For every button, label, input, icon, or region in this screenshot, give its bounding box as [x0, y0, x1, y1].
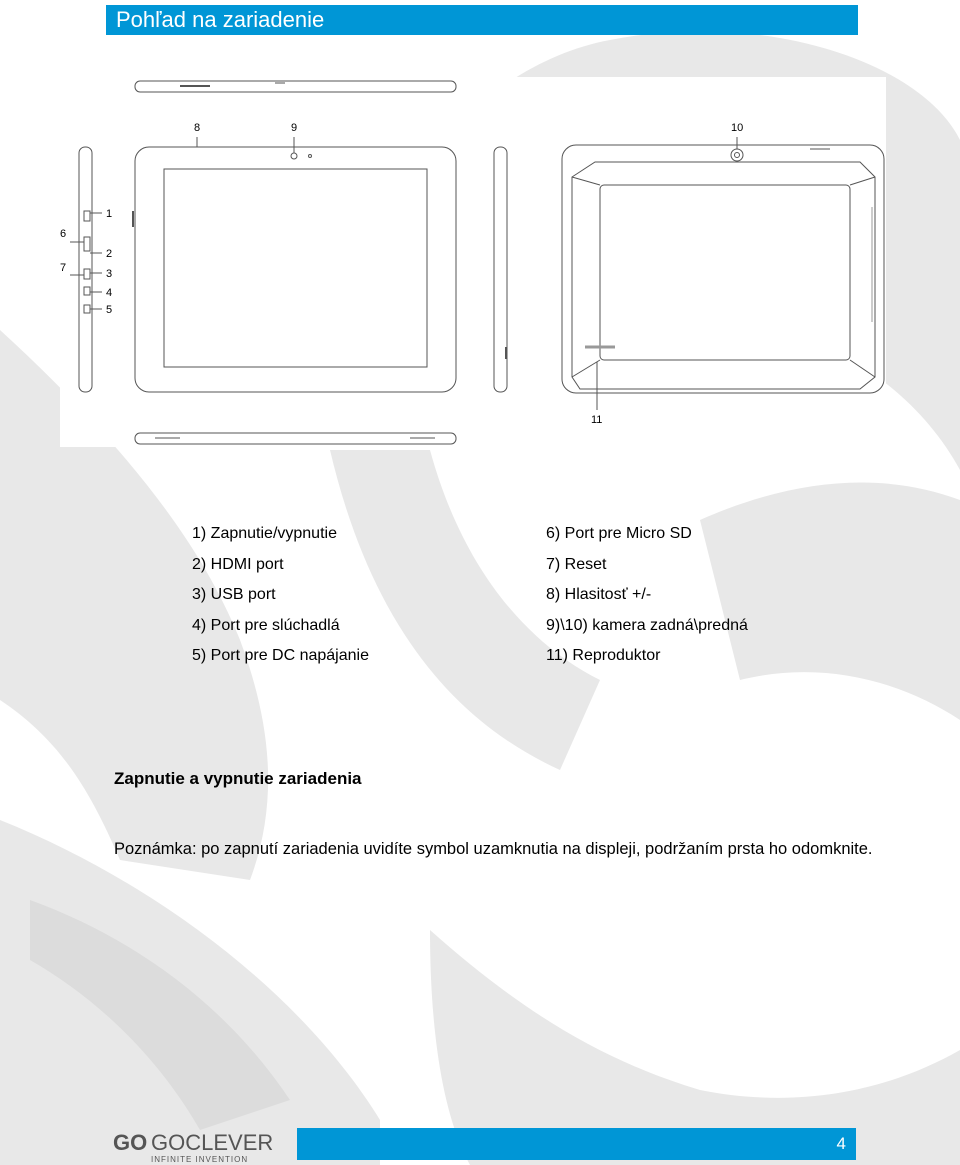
back-view: [562, 137, 884, 410]
callout-6: 6: [60, 228, 67, 240]
left-edge-view: [70, 147, 102, 392]
legend-item: 3) USB port: [192, 586, 276, 603]
callout-1: 1: [106, 208, 113, 220]
page-number: 4: [836, 1134, 846, 1153]
legend-item: 2) HDMI port: [192, 555, 284, 573]
top-edge-view: [135, 81, 456, 92]
svg-text:GO: GO: [113, 1130, 148, 1155]
legend-left: [192, 522, 369, 675]
front-view: [133, 137, 456, 392]
callout-7: 7: [60, 262, 67, 274]
right-edge-view: [494, 147, 507, 392]
callout-4: 4: [106, 287, 113, 299]
svg-text:INFINITE INVENTION: INFINITE INVENTION: [151, 1155, 249, 1164]
device-diagram: [60, 77, 886, 447]
section-heading: Zapnutie a vypnutie zariadenia: [114, 769, 362, 788]
callout-10: 10: [731, 122, 744, 134]
callout-3: 3: [106, 268, 113, 280]
legend-item: 4) Port pre slúchadlá: [192, 616, 340, 634]
legend-item: 11) Reproduktor: [546, 647, 661, 664]
legend-item: 8) Hlasitosť +/-: [546, 586, 652, 603]
legend-item: 7) Reset: [546, 555, 607, 573]
callout-2: 2: [106, 248, 113, 260]
callout-8: 8: [194, 122, 201, 134]
svg-text:GOCLEVER: GOCLEVER: [151, 1130, 274, 1155]
legend-item: 5) Port pre DC napájanie: [192, 647, 369, 664]
footer-bar: [297, 1128, 856, 1160]
legend-item: 6) Port pre Micro SD: [546, 525, 692, 542]
goclever-logo: [113, 1128, 293, 1164]
legend-item: 9)\10) kamera zadná\predná: [546, 616, 748, 634]
page-title: Pohľad na zariadenie: [106, 5, 858, 35]
callout-9: 9: [291, 122, 298, 134]
legend-item: 1) Zapnutie/vypnutie: [192, 525, 337, 542]
legend-right: [546, 522, 748, 675]
bottom-edge-view: [135, 433, 456, 444]
note-paragraph: Poznámka: po zapnutí zariadenia uvidíte symbol uzamknutia na displeji, podržaním prsta ho odomknite.: [114, 840, 873, 858]
callout-5: 5: [106, 304, 113, 316]
callout-11: 11: [591, 414, 603, 426]
